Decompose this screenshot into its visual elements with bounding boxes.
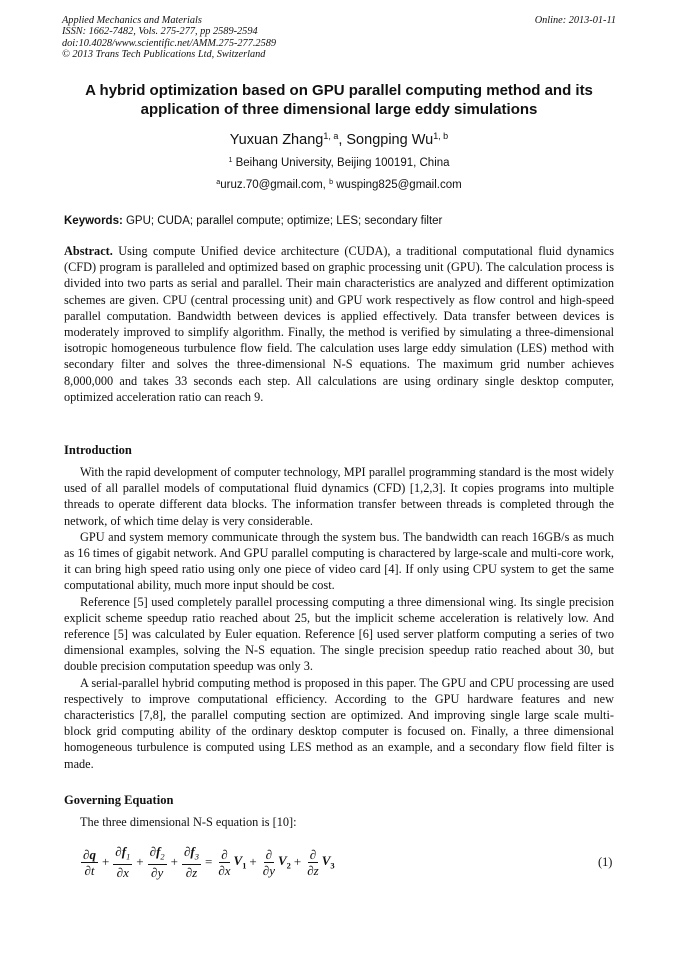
abstract: [64, 243, 614, 405]
abstract-text: Using compute Unified device architecture (CUDA), a traditional computational fluid dynamics (CFD) program is paralleled and optimized based on graphic processing unit (GPU). The calculation process is divided into two parts as serial and parallel. Their main characteristics are analyzed and different optimization schemes are given. CPU (central processing unit) and GPU work respectively as flow control and high-speed parallel computation. Bandwidth between devices is applied effectively. Data transfer between devices is moderately improved to simplify algorithm. Finally, the method is verified by simulating a three-dimensional isotropic homogeneous turbulence flow field. The calculation uses large eddy simulation (LES) method with secondary filter and solves the three-dimensional N-S equations. The maximum grid number achieves 8,000,000 and takes 33 seconds each step. All calculations are using ordinary single desktop computer, optimized acceleration ratio can reach 9.: [64, 244, 614, 404]
email-address: wusping825@gmail.com: [333, 179, 462, 191]
eq-term: $\frac{\partial f_2}{\partial y}$: [149, 843, 165, 881]
paragraph: A serial-parallel hybrid computing method is proposed in this paper. The GPU and CPU processing are used respectively to improve computational efficiency. According to the GPU hardware features and new characteristics [7,8], the parallel computing section are optimized. And improving single large scale multi-block grid computing ability of the ordinary desktop computer is focused on. Finally, a three dimensional homogeneous turbulence is computed using LES method as an example, and a secondary flow field filter is made.: [64, 675, 614, 771]
keywords: [64, 214, 616, 228]
abstract-label: Abstract.: [64, 244, 113, 258]
paragraph: GPU and system memory communicate through the system bus. The bandwidth can reach 16GB/s as much as 16 times of gigabit network. And GPU parallel computing is charactered by large-scale and multi-core work, it can bring high speed ratio using only one piece of video card [4]. If only using CPU system to get the same computational ability, much more input should be cost.: [64, 529, 614, 593]
eq-term: $\frac{\partial f_3}{\partial z}$: [183, 843, 199, 881]
equation-number: (1): [598, 855, 613, 869]
author-name: Songping Wu: [346, 132, 434, 148]
paper-title: [40, 81, 638, 119]
eq-term: $\frac{\partial q}{\partial t}$: [83, 846, 96, 878]
paragraph: The three dimensional N-S equation is [10]:: [80, 815, 297, 829]
eq-variable: $V_2$: [277, 853, 291, 871]
paragraph: Reference [5] used completely parallel processing computing a three dimensional wing. Its single precision explicit scheme speedup ratio reached about 25, but the implicit scheme acceleration is relatively low. And reference [5] was calculated by Euler equation. Reference [6] used server platform computing a series of two dimensional examples, solving the N-S equation. The single precision speedup ratio reached about 30, but double precision computation speedup was only 3.: [64, 594, 614, 674]
email-line: [0, 178, 678, 192]
eq-operator: +: [249, 854, 257, 869]
email-superscript: a: [216, 178, 221, 187]
email-superscript: b: [329, 178, 334, 187]
author-superscript: 1, a: [323, 131, 339, 142]
eq-variable: $V_3$: [321, 853, 335, 871]
eq-term: $\frac{\partial}{\partial x}$: [218, 846, 231, 878]
title-line-1: A hybrid optimization based on GPU parallel computing method and its: [85, 82, 593, 99]
affiliation-text: Beihang University, Beijing 100191, China: [232, 157, 450, 169]
eq-operator: +: [170, 854, 178, 869]
author-separator: ,: [338, 132, 347, 148]
author-list: [0, 131, 678, 149]
eq-operator: +: [101, 854, 110, 869]
governing-body: [64, 814, 614, 830]
doi-line: doi:10.4028/www.scientific.net/AMM.275-277.2589: [62, 37, 277, 49]
copyright-line: © 2013 Trans Tech Publications Ltd, Switzerland: [62, 49, 266, 61]
author-name: Yuxuan Zhang: [229, 132, 324, 148]
ns-equation: [80, 844, 335, 880]
eq-variable: $V_1$: [233, 853, 247, 871]
eq-term: $\frac{\partial}{\partial y}$: [262, 846, 275, 878]
eq-term: $\frac{\partial f_1}{\partial x}$: [115, 843, 131, 881]
eq-operator: +: [293, 854, 302, 869]
section-heading-governing-equation: Governing Equation: [64, 793, 174, 807]
author-superscript: 1, b: [433, 131, 449, 142]
keywords-label: Keywords:: [64, 215, 123, 227]
online-date: Online: 2013-01-11: [534, 15, 616, 26]
journal-header: [62, 15, 616, 61]
keywords-text: GPU; CUDA; parallel compute; optimize; LES; secondary filter: [122, 215, 443, 227]
eq-term: $\frac{\partial}{\partial z}$: [307, 846, 319, 878]
eq-operator: =: [204, 854, 213, 869]
affiliation: [0, 156, 678, 170]
section-heading-introduction: Introduction: [64, 443, 132, 457]
email-address: uruz.70@gmail.com,: [220, 179, 330, 191]
title-line-2: application of three dimensional large eddy simulations: [140, 101, 538, 118]
paragraph: With the rapid development of computer technology, MPI parallel programming standard is the most widely used of all parallel models of computational fluid dynamics (CFD) [1,2,3]. It copies programs into multiple threads to operate different data blocks. The information transfer between threads is completed through the network, of which time delay is very considerable.: [64, 465, 614, 528]
journal-name: Applied Mechanics and Materials: [62, 15, 202, 26]
affiliation-superscript: 1: [228, 156, 233, 165]
eq-operator: +: [136, 854, 144, 869]
issn-line: ISSN: 1662-7482, Vols. 275-277, pp 2589-2594: [62, 26, 258, 38]
introduction-body: [64, 464, 614, 772]
